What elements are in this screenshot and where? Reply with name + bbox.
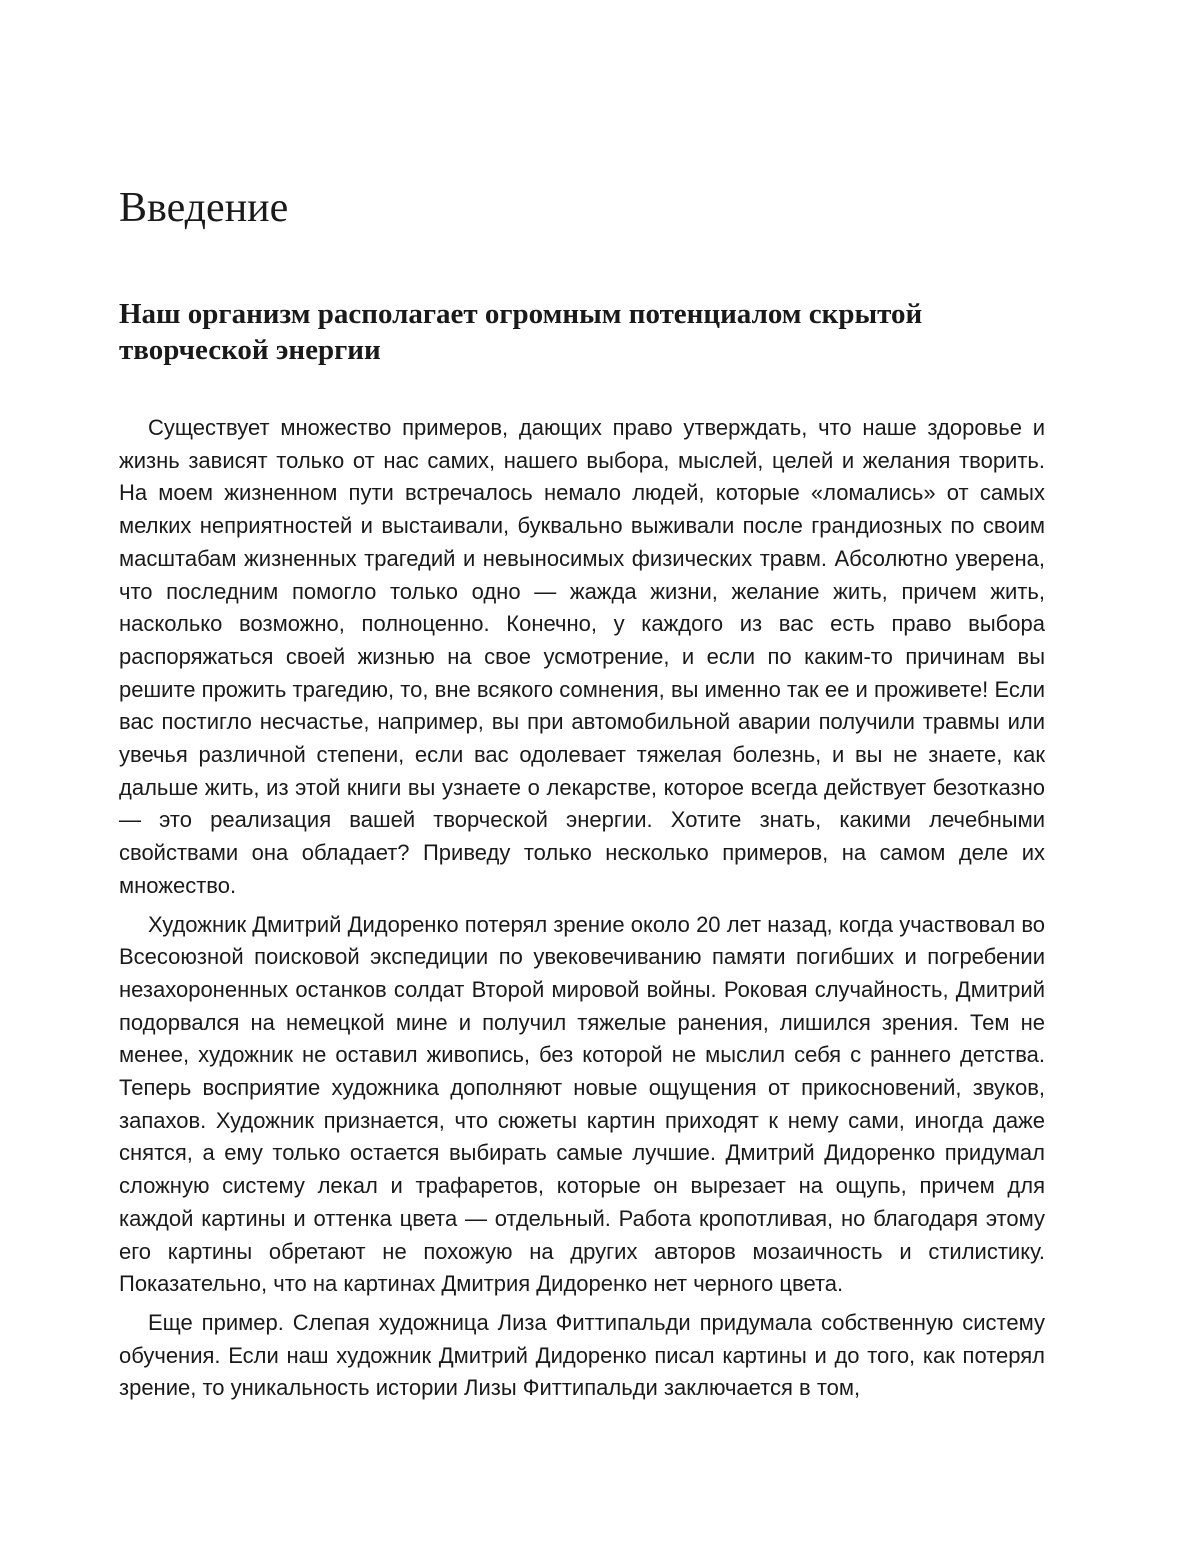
- chapter-title: Введение: [119, 185, 289, 231]
- section-heading: Наш организм располагает огромным потенциалом скрытой творческой энергии: [119, 298, 923, 366]
- paragraph-2: Художник Дмитрий Дидоренко потерял зрение около 20 лет назад, когда участвовал во Всесоюзной поисковой экспедиции по увековечиванию памяти погибших и погребении незахороненных останков солдат Второй мировой войны. Роковая случайность, Дмитрий подорвался на немецкой мине и получил тяжелые ранения, лишился зрения. Тем не менее, художник не оставил живопись, без которой не мыслил себя с раннего детства. Теперь восприятие художника дополняют новые ощущения от прикосновений, звуков, запахов. Художник признается, что сюжеты картин приходят к нему сами, иногда даже снятся, а ему только остается выбирать самые лучшие. Дмитрий Дидоренко придумал сложную систему лекал и трафаретов, которые он вырезает на ощупь, причем для каждой картины и оттенка цвета — отдельный. Работа кропотливая, но благодаря этому его картины обретают не похожую на других авторов мозаичность и стилистику. Показательно, что на картинах Дмитрия Дидоренко нет черного цвета.: [119, 911, 1045, 1297]
- paragraph-3: Еще пример. Слепая художница Лиза Фиттипальди придумала собственную систему обучения. Если наш художник Дмитрий Дидоренко писал картины и до того, как потерял зрение, то уникальность истории Лизы Фиттипальди заключается в том,: [119, 1309, 1045, 1401]
- body-text: [119, 412, 1045, 1411]
- paragraph-1: Существует множество примеров, дающих право утверждать, что наше здоровье и жизнь зависят только от нас самих, нашего выбора, мыслей, целей и желания творить. На моем жизненном пути встречалось немало людей, которые «ломались» от самых мелких неприятностей и выстаивали, буквально выживали после грандиозных по своим масштабам жизненных трагедий и невыносимых физических травм. Абсолютно уверена, что последним помогло только одно — жажда жизни, желание жить, причем жить, насколько возможно, полноценно. Конечно, у каждого из вас есть право выбора распоряжаться своей жизнью на свое усмотрение, и если по каким-то причинам вы решите прожить трагедию, то, вне всякого сомнения, вы именно так ее и проживете! Если вас постигло несчастье, например, вы при автомобильной аварии получили травмы или увечья различной степени, если вас одолевает тяжелая болезнь, и вы не знаете, как дальше жить, из этой книги вы узнаете о лекарстве, которое всегда действует безотказно — это реализация вашей творческой энергии. Хотите знать, какими лечебными свойствами она обладает? Приведу только несколько примеров, на самом деле их множество.: [119, 415, 1045, 898]
